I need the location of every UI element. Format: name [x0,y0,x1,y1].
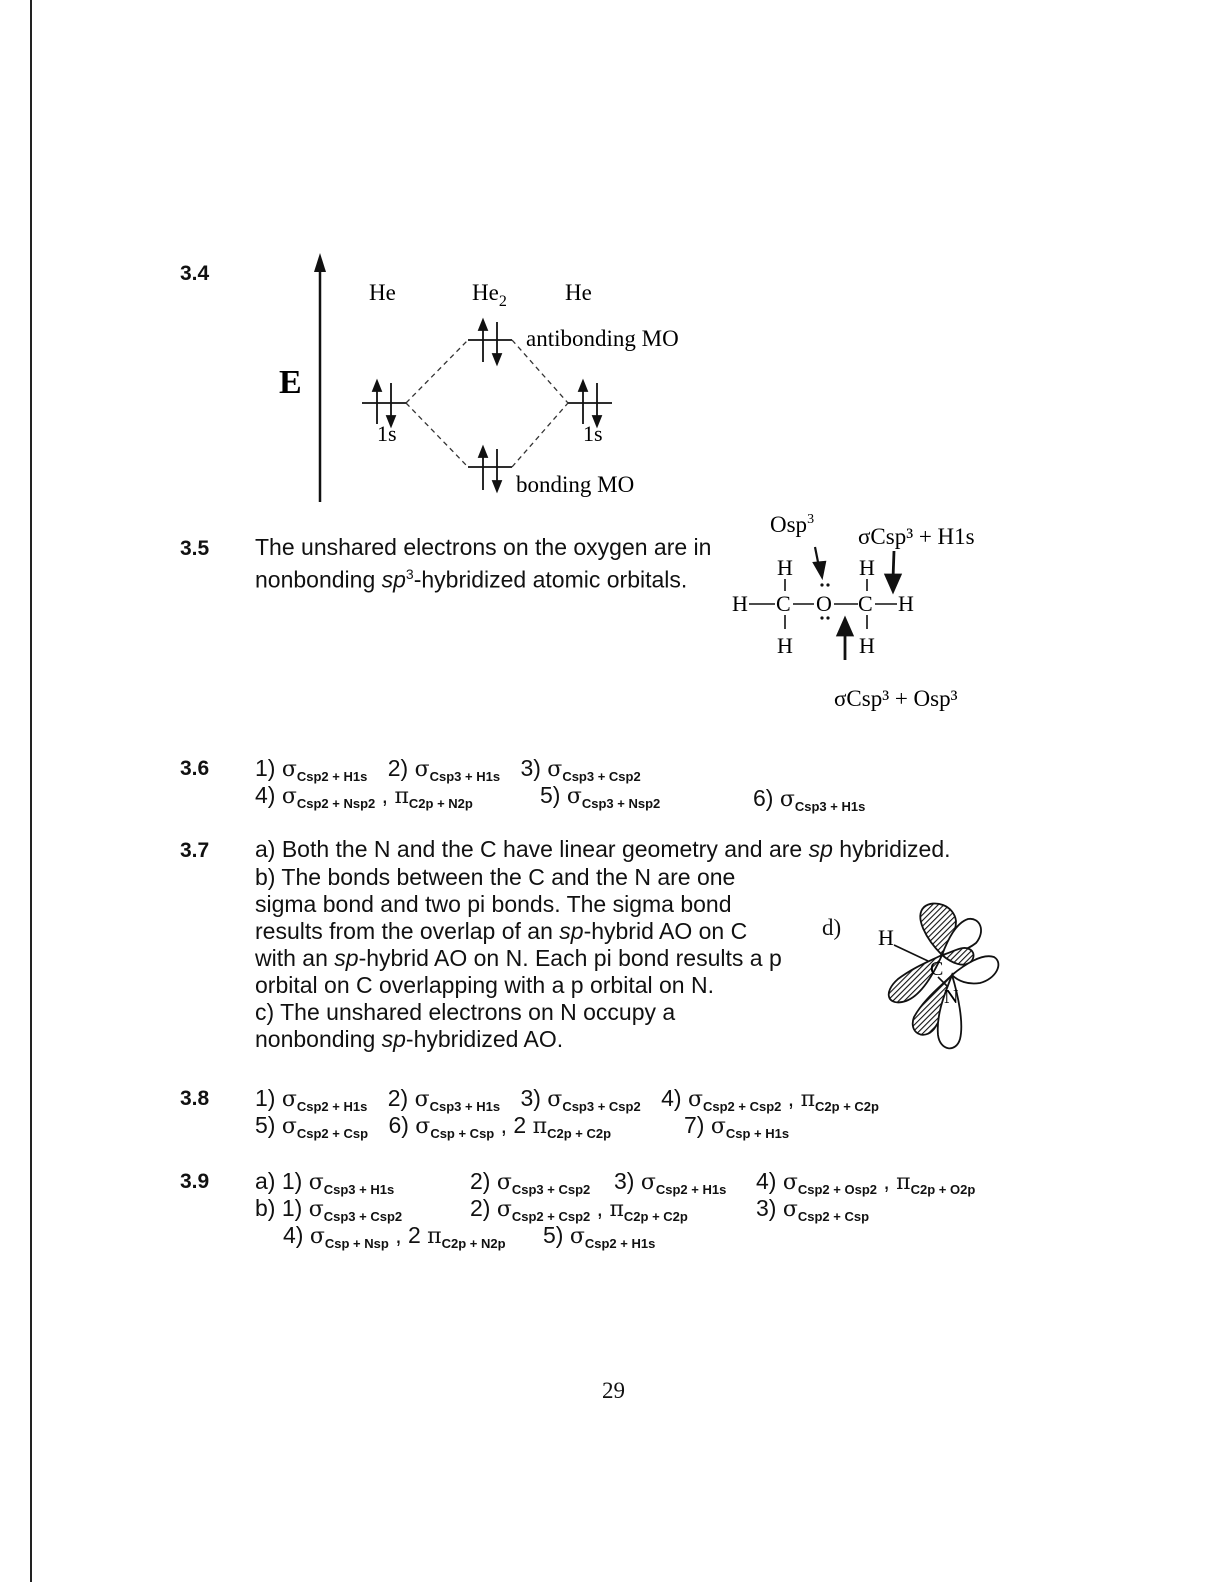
answer-3-5-text-a: The unshared electrons on the oxygen are in nonbonding [255,534,712,593]
right-1s-label: 1s [583,421,603,446]
answer-3-9-a-2: 2) $\sigma_{Csp3 + Csp2}$ [470,1168,591,1197]
answer-3-9-a-3: 3) $\sigma_{Csp2 + H1s}$ [614,1168,727,1197]
arrow-to-oxygen-lone-pair [814,547,825,577]
right-1s-level [568,381,612,426]
page-number: 29 [602,1378,625,1403]
antibonding-level [468,320,512,364]
left-1s-label: 1s [377,421,397,446]
orbital-term: 4) $\sigma_{Csp2 + Csp2}$ , $\pi_{C2p + C2p}$ [661,1085,879,1114]
answer-3-7-c-line-2: nonbonding sp-hybridized AO. [255,1026,564,1052]
answer-3-5-text [255,534,725,594]
atom-h-right: H [898,591,914,616]
atom-c-right: C [858,591,873,616]
orbital-term: 6) $\sigma_{Csp + Csp}$ , 2 $\pi_{C2p + C2p}$ [388,1112,612,1141]
answer-3-7-b-line-2: sigma bond and two pi bonds. The sigma bond [255,891,732,917]
atom-h-bottom-left: H [777,633,793,658]
answer-3-8-line-2-b: 7) $\sigma_{Csp + H1s}$ [684,1112,790,1141]
arrow-to-ch-bond [886,551,900,591]
energy-label: E [279,364,302,401]
answer-3-6-line-2-c: 6) $\sigma_{Csp3 + H1s}$ [753,785,866,814]
left-1s-level [362,381,406,426]
answer-3-5-text-b: -hybridized atomic orbitals. [413,566,688,593]
right-atom-label: He [565,280,592,305]
atom-h-top-right: H [859,555,875,580]
answer-3-7-a: a) Both the N and the C have linear geometry and are sp hybridized. [255,836,951,862]
sigma-csp3-osp3-label: σCsp³ + Osp³ [834,686,958,711]
answer-3-6-line-2-b: 5) $\sigma_{Csp3 + Nsp2}$ [540,782,661,811]
antibonding-label: antibonding MO [526,326,679,351]
answer-3-7-b-line-4: with an sp-hybrid AO on N. Each pi bond results a p [255,945,782,971]
answer-3-5-sp: sp [381,566,406,593]
answer-3-7-b [255,864,782,1053]
orbital-term: 2) $\sigma_{Csp3 + H1s}$ [387,1085,501,1114]
orbital-term: 2) $\sigma_{Csp3 + H1s}$ [387,755,501,784]
answer-3-7-b-line-5: orbital on C overlapping with a p orbital on N. [255,972,714,998]
answer-3-5-sup: 3 [405,566,414,582]
atom-h-left: H [732,591,748,616]
orbital-term: 1) $\sigma_{Csp2 + H1s}$ [255,755,368,784]
answer-3-7-b-line-3: results from the overlap of an sp-hybrid AO on C [255,918,748,944]
hcn-orbital-diagram [868,895,1008,1060]
atom-h-top-left: H [777,555,793,580]
osp3-label: Osp$^3$ [770,512,815,537]
problem-number-3-7: 3.7 [180,839,210,862]
problem-number-3-9: 3.9 [180,1170,210,1193]
center-molecule-label: $He_2$ [472,280,507,310]
orbital-term: 5) $\sigma_{Csp2 + Csp}$ [255,1112,369,1141]
problem-number-3-4: 3.4 [180,262,210,285]
bonding-level [468,447,512,491]
atom-h: H [878,925,894,950]
problem-number-3-6: 3.6 [180,757,210,780]
orbital-term: 3) $\sigma_{Csp3 + Csp2}$ [520,1085,641,1114]
bonding-label: bonding MO [516,472,635,497]
answer-3-6-line-2-a: 4) $\sigma_{Csp2 + Nsp2}$ , $\pi_{C2p + N2p}$ [255,782,473,811]
orbital-term: 1) $\sigma_{Csp2 + H1s}$ [255,1085,368,1114]
h-c-bond [894,945,928,961]
answer-3-7-c-line-1: c) The unshared electrons on N occupy a [255,999,676,1025]
left-atom-label: He [369,280,396,305]
answer-3-9-b-1: b) 1) $\sigma_{Csp3 + Csp2}$ [255,1195,403,1224]
problem-number-3-8: 3.8 [180,1087,210,1110]
answer-3-9-b-2: 2) $\sigma_{Csp2 + Csp2}$ , $\pi_{C2p + C2p}$ [470,1195,688,1224]
orbital-term: 3) $\sigma_{Csp3 + Csp2}$ [520,755,641,784]
margin-line [30,0,32,1582]
answer-3-7-b-line-1: b) The bonds between the C and the N are one [255,864,736,890]
atom-n: N [944,986,959,1008]
atom-c: C [930,958,944,980]
part-d-label: d) [822,915,842,940]
arrow-to-co-bond [838,619,852,660]
sigma-csp3-h1s-label: σCsp³ + H1s [858,524,975,549]
mo-diagram-he2 [270,250,710,510]
correlation-lines [406,340,568,467]
atom-h-bottom-right: H [859,633,875,658]
answer-3-8-line-2-a [255,1112,611,1147]
answer-3-9-b-3: 3) $\sigma_{Csp2 + Csp}$ [756,1195,870,1224]
answer-3-9-a-4: 4) $\sigma_{Csp2 + Osp2}$ , $\pi_{C2p + O2p}$ [756,1168,976,1197]
energy-axis-arrow-icon [314,253,326,272]
dimethyl-ether-structure [722,505,1012,720]
atom-o: O [816,591,832,616]
answer-3-9-a-1: a) 1) $\sigma_{Csp3 + H1s}$ [255,1168,395,1197]
answer-3-9-b-5: 5) $\sigma_{Csp2 + H1s}$ [543,1222,656,1251]
problem-number-3-5: 3.5 [180,537,210,560]
answer-3-9-b-4: 4) $\sigma_{Csp + Nsp}$ , 2 $\pi_{C2p + N2p}$ [283,1222,506,1251]
atom-c-left: C [776,591,791,616]
